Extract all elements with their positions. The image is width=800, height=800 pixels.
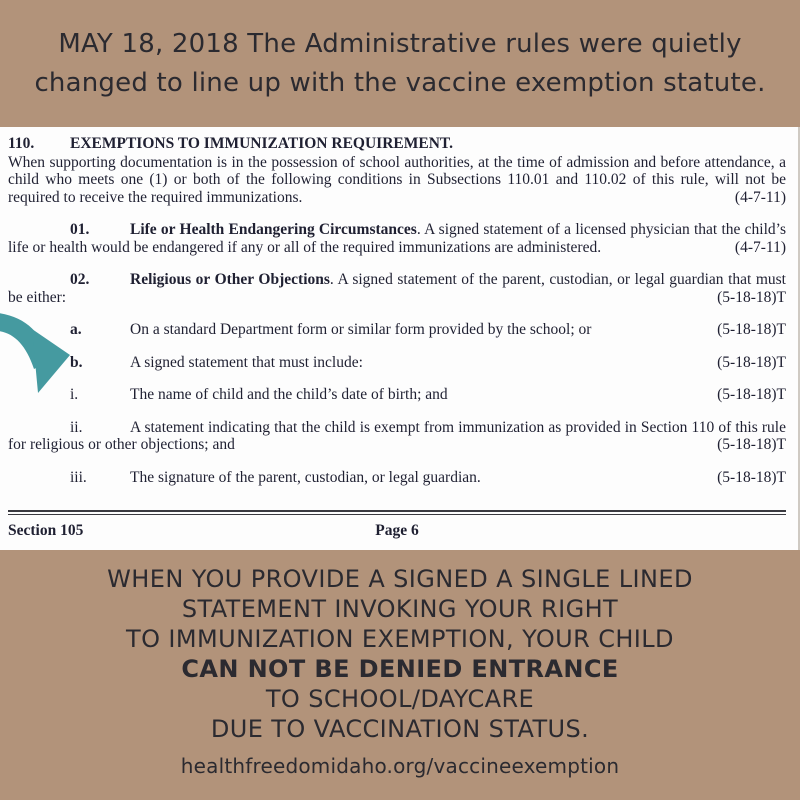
doc-item-label: 01. [70, 221, 90, 238]
doc-heading-number: 110. [8, 135, 35, 152]
statement-line-5: TO SCHOOL/DAYCARE [265, 685, 535, 713]
doc-item-date: (4-7-11) [734, 238, 786, 256]
statement-line-6: DUE TO VACCINATION STATUS. [210, 715, 590, 743]
doc-item-title: Life or Health Endangering Circumstances [130, 221, 417, 238]
top-banner-line2: changed to line up with the vaccine exemption statute. [34, 68, 766, 98]
teal-arrow-icon [0, 295, 170, 405]
doc-intro-text: When supporting documentation is in the possession of school authorities, at the time of admission and before attendance, a child who meets one (1) or both of the following conditions in Subsections 110.01 and 110.02 of this rule, will not be required to receive the required immunizations. [8, 153, 786, 206]
doc-item-01: 01. Life or Health Endangering Circumstances. A signed statement of a licensed physician that the child’s life or health would be endangered if any or all of the required immunizations are administered. (4-7-11) [8, 221, 787, 256]
doc-item-02: 02. Religious or Other Objections. A signed statement of the parent, custodian, or legal guardian that must be either: (5-18-18)T [8, 271, 786, 306]
doc-item-label: iii. [70, 468, 87, 486]
doc-heading [8, 135, 786, 153]
doc-item-label: a. [70, 321, 82, 338]
doc-footer [8, 522, 786, 540]
statement-line-3: TO IMMUNIZATION EXEMPTION, YOUR CHILD [126, 625, 674, 653]
doc-item-title: Religious or Other Objections [130, 271, 330, 288]
doc-intro-date: (4-7-11) [734, 188, 786, 206]
doc-item-label: i. [70, 386, 79, 403]
doc-intro-paragraph [8, 154, 786, 207]
doc-item-date: (5-18-18)T [717, 386, 786, 403]
top-banner-line1: MAY 18, 2018 The Administrative rules were quietly [58, 29, 742, 59]
doc-footer-section: Section 105 [8, 522, 84, 539]
doc-heading-title: EXEMPTIONS TO IMMUNIZATION REQUIREMENT. [70, 135, 453, 152]
doc-item-label: 02. [70, 271, 90, 288]
statement-line-4: CAN NOT BE DENIED ENTRANCE [181, 655, 619, 683]
doc-item-date: (5-18-18)T [717, 436, 786, 453]
doc-footer-rule [8, 510, 786, 515]
doc-item-i: i. The name of child and the child’s date of birth; and (5-18-18)T [70, 386, 786, 403]
statement-line-2: STATEMENT INVOKING YOUR RIGHT [181, 595, 619, 623]
doc-item-label: b. [70, 353, 83, 371]
top-banner [0, 0, 800, 127]
doc-item-label: ii. [70, 418, 83, 436]
doc-footer-page: Page 6 [375, 522, 419, 539]
doc-item-ii: ii. A statement indicating that the child is exempt from immunization as provided in Section 110 of this rule for religious or other objections; and (5-18-18)T [8, 418, 786, 453]
doc-item-date: (5-18-18)T [717, 288, 786, 306]
doc-item-date: (5-18-18)T [717, 321, 786, 338]
doc-item-a: a. On a standard Department form or similar form provided by the school; or (5-18-18)T [70, 321, 786, 338]
site-url: healthfreedomidaho.org/vaccineexemption [180, 754, 620, 778]
doc-item-date: (5-18-18)T [717, 353, 786, 371]
doc-item-iii: iii. The signature of the parent, custodian, or legal guardian. (5-18-18)T [70, 468, 786, 486]
bottom-banner [0, 550, 800, 800]
doc-item-date: (5-18-18)T [717, 468, 786, 486]
doc-item-b: b. A signed statement that must include: (5-18-18)T [70, 353, 786, 371]
statement-line-1: WHEN YOU PROVIDE A SIGNED A SINGLE LINED [107, 565, 693, 593]
